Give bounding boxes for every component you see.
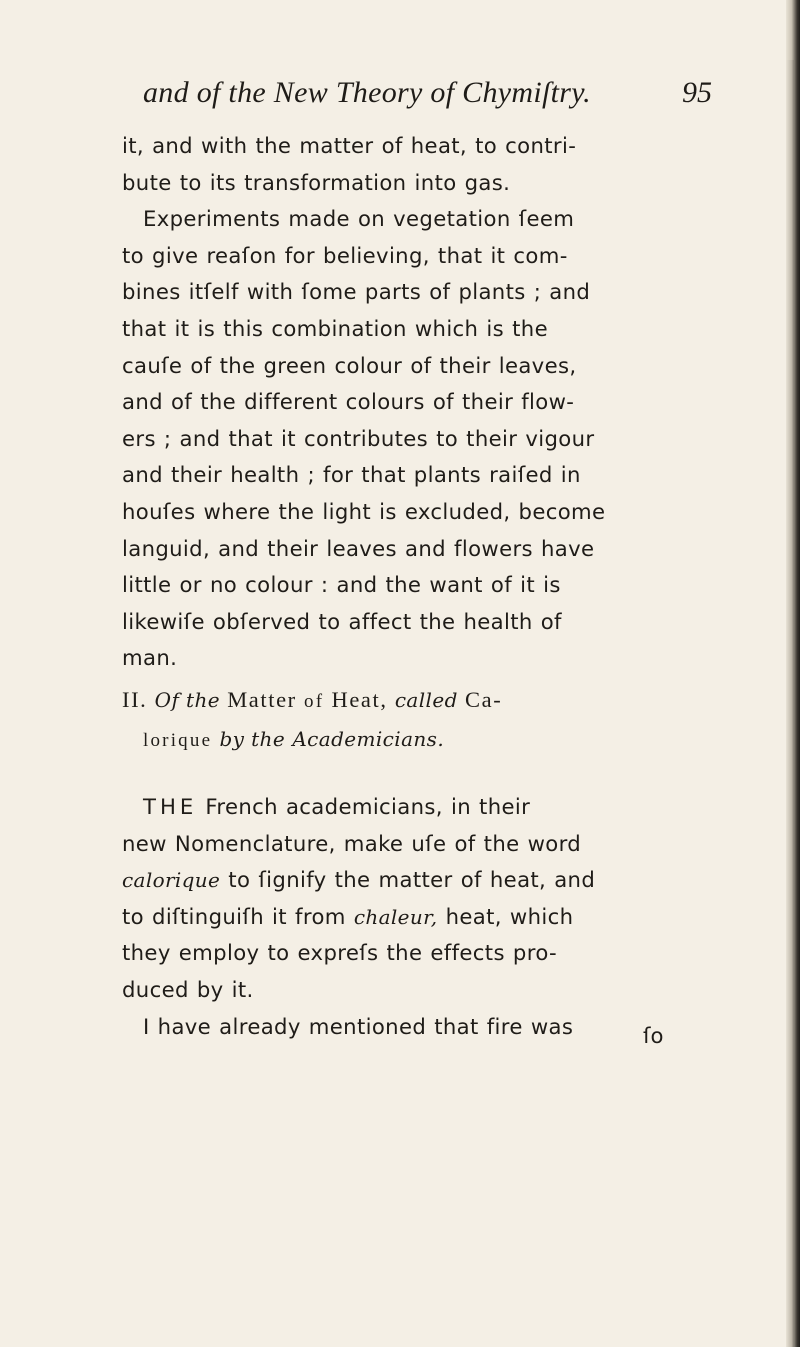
heading-heat: Heat, [331, 686, 388, 712]
paragraph-2 [122, 201, 712, 677]
text-line [122, 862, 712, 899]
text-line: to give reaſon for believing, that it com- [122, 242, 568, 268]
spacer [122, 759, 712, 789]
heading-caloric-part-1: Ca- [465, 686, 503, 712]
paragraph-3 [122, 789, 712, 1009]
text-fragment: heat, which [445, 903, 574, 929]
text-line: and their health ; for that plants raiſed in [122, 462, 581, 488]
heading-of-the: Of the [154, 687, 220, 712]
section-numeral: II. [122, 686, 148, 712]
text-line: bute to its transformation into gas. [122, 169, 511, 195]
text-line: bines itſelf with ſome parts of plants ; and [122, 279, 591, 305]
paragraph-4 [122, 1009, 712, 1046]
heading-called: called [394, 687, 458, 712]
text-fragment: to ſignify the matter of heat, and [228, 867, 596, 893]
text-line: it, and with the matter of heat, to contri- [122, 133, 577, 158]
text-line: ers ; and that it contributes to their vigour [122, 425, 595, 451]
catchword: ſo [643, 1023, 664, 1048]
heading-academicians: Academicians. [292, 726, 445, 751]
text-fragment: French academicians, in their [205, 794, 531, 820]
running-title: and of the New Theory of Chymiſtry. [143, 76, 591, 109]
heading-by-the: by the [219, 726, 286, 751]
text-line: that it is this combination which is the [122, 315, 548, 341]
text-line [122, 789, 712, 826]
text-line: Experiments made on vegetation ſeem [143, 206, 575, 232]
text-line: I have already mentioned that fire was [143, 1013, 574, 1039]
text-line: man. [122, 645, 178, 671]
heading-of: of [304, 690, 325, 712]
text-line: they employ to expreſs the effects pro- [122, 940, 558, 966]
running-head [122, 76, 712, 128]
section-heading [122, 682, 712, 759]
text-line: and of the different colours of their flow- [122, 389, 575, 415]
italic-term: calorique [122, 868, 221, 893]
heading-matter: Matter [227, 686, 297, 712]
page-number: 95 [682, 76, 712, 109]
text-block [122, 76, 712, 1045]
text-line: cauſe of the green colour of their leaves, [122, 352, 577, 378]
text-line: new Nomenclature, make uſe of the word [122, 830, 582, 856]
section-heading-line-1 [122, 682, 712, 721]
text-line: languid, and their leaves and flowers have [122, 535, 595, 561]
text-line: little or no colour : and the want of it is [122, 572, 561, 598]
opening-word: THE [143, 794, 198, 820]
text-line: houſes where the light is excluded, become [122, 498, 606, 524]
page-binding-edge [786, 0, 800, 1347]
italic-term: chaleur, [353, 904, 438, 929]
text-line [122, 899, 712, 936]
paragraph-1 [122, 128, 712, 201]
text-fragment: to diſtinguiſh it from [122, 903, 346, 929]
section-heading-line-2 [122, 721, 712, 760]
page-edge-shadow [786, 60, 794, 1347]
heading-caloric-part-2: lorique [143, 729, 213, 751]
text-line: duced by it. [122, 977, 254, 1003]
text-line: likewiſe obſerved to affect the health of [122, 608, 562, 634]
